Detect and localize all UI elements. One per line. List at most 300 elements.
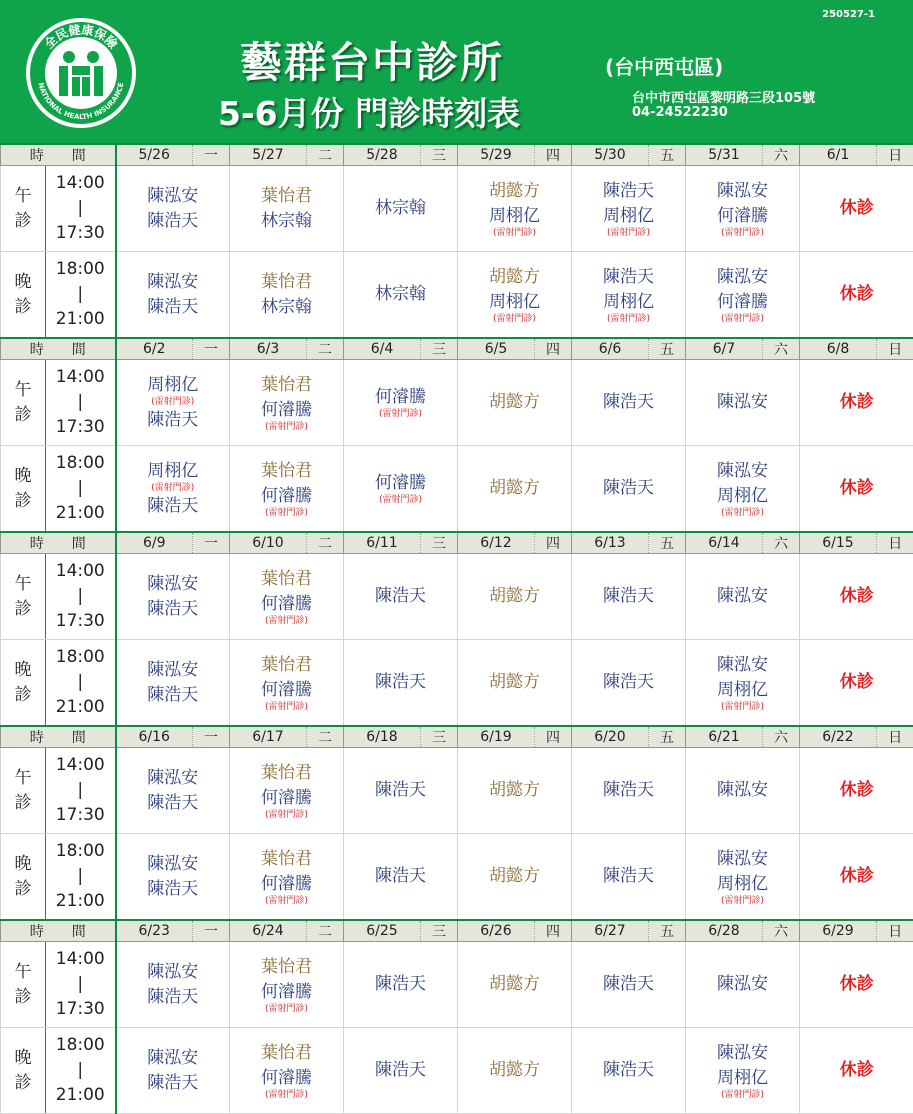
doctor-name: 陳浩天: [344, 584, 457, 609]
doctor-name: 周栩亿: [686, 484, 799, 509]
doctor-name: 胡懿方: [458, 864, 571, 889]
shift-label: 晚 診: [1, 446, 46, 533]
phone-number: 04-24522230: [632, 105, 728, 120]
weekday-cell: 一: [193, 920, 230, 942]
doctor-name: 陳泓安: [117, 766, 230, 791]
weekday-cell: 六: [763, 532, 800, 554]
schedule-cell: [686, 554, 800, 640]
date-cell: 6/14: [686, 532, 763, 554]
date-cell: 6/17: [230, 726, 307, 748]
doctor-name: 陳泓安: [686, 1041, 799, 1066]
weekday-cell: 日: [877, 144, 913, 166]
logo-ring-text-bottom: NATIONAL HEALTH INSURANCE: [37, 82, 126, 121]
schedule-cell: [686, 942, 800, 1028]
schedule-cell: [686, 834, 800, 921]
weekday-cell: 二: [307, 338, 344, 360]
doctor-name: 陳浩天: [117, 1071, 230, 1096]
schedule-cell: [344, 446, 458, 533]
week-header-row: [1, 726, 913, 748]
date-cell: 6/5: [458, 338, 535, 360]
weekday-cell: 六: [763, 920, 800, 942]
doctor-name: 何濬騰: [230, 1066, 343, 1091]
shift-label: 午 診: [1, 942, 46, 1028]
weekday-cell: 一: [193, 338, 230, 360]
schedule-cell: [572, 166, 686, 252]
doctor-name: 周栩亿: [686, 872, 799, 897]
schedule-cell: [344, 360, 458, 446]
laser-clinic-note: (雷射門診): [686, 314, 799, 325]
schedule-cell: [458, 252, 572, 339]
weekday-cell: 三: [421, 532, 458, 554]
date-cell: 6/25: [344, 920, 421, 942]
doctor-name: 胡懿方: [458, 584, 571, 609]
doctor-name: 周栩亿: [686, 1066, 799, 1091]
schedule-cell: [572, 942, 686, 1028]
doctor-name: 陳浩天: [344, 972, 457, 997]
doctor-name: 陳泓安: [686, 778, 799, 803]
laser-clinic-note: (雷射門診): [458, 314, 571, 325]
doctor-name: 胡懿方: [458, 390, 571, 415]
doctor-name: 葉怡君: [230, 459, 343, 484]
doctor-name: 陳泓安: [686, 459, 799, 484]
logo-ring-text: [26, 18, 136, 128]
time-header-cell: 時 間: [1, 338, 116, 360]
date-cell: 6/8: [800, 338, 877, 360]
header-banner: [0, 0, 913, 143]
doctor-name: 何濬騰: [230, 484, 343, 509]
date-cell: 6/9: [116, 532, 193, 554]
date-cell: 6/10: [230, 532, 307, 554]
weekday-cell: 四: [535, 532, 572, 554]
date-cell: 6/7: [686, 338, 763, 360]
schedule-cell: [800, 1028, 913, 1114]
shift-label: 午 診: [1, 166, 46, 252]
date-cell: 6/20: [572, 726, 649, 748]
afternoon-row: [1, 360, 913, 446]
schedule-cell: [230, 748, 344, 834]
date-cell: 5/27: [230, 144, 307, 166]
closed-label: 休診: [840, 866, 874, 886]
closed-label: 休診: [840, 198, 874, 218]
doctor-name: 陳泓安: [117, 852, 230, 877]
doctor-name: 陳浩天: [572, 265, 685, 290]
doctor-name: 周栩亿: [572, 204, 685, 229]
laser-clinic-note: (雷射門診): [230, 1004, 343, 1015]
date-cell: 5/30: [572, 144, 649, 166]
shift-label: 晚 診: [1, 834, 46, 921]
schedule-cell: [116, 252, 230, 339]
weekday-cell: 六: [763, 338, 800, 360]
closed-label: 休診: [840, 586, 874, 606]
schedule-cell: [344, 748, 458, 834]
doctor-name: 周栩亿: [458, 290, 571, 315]
doctor-name: 陳泓安: [117, 960, 230, 985]
laser-clinic-note: (雷射門診): [458, 228, 571, 239]
weekday-cell: 五: [649, 144, 686, 166]
svg-text:NATIONAL HEALTH INSURANCE: [37, 82, 126, 121]
schedule-cell: [572, 1028, 686, 1114]
shift-time: 18:00 | 21:00: [46, 446, 116, 533]
district-label: (台中西屯區): [605, 51, 723, 80]
weekday-cell: 六: [763, 144, 800, 166]
schedule-cell: [116, 640, 230, 727]
weekday-cell: 一: [193, 144, 230, 166]
doctor-name: 何濬騰: [344, 385, 457, 410]
date-cell: 6/23: [116, 920, 193, 942]
doctor-name: 陳泓安: [686, 653, 799, 678]
date-cell: 6/19: [458, 726, 535, 748]
schedule-cell: [344, 554, 458, 640]
laser-clinic-note: (雷射門診): [230, 810, 343, 821]
date-cell: 6/27: [572, 920, 649, 942]
weekday-cell: 日: [877, 532, 913, 554]
time-header-cell: 時 間: [1, 920, 116, 942]
weekday-cell: 日: [877, 338, 913, 360]
laser-clinic-note: (雷射門診): [686, 1090, 799, 1101]
doctor-name: 林宗翰: [230, 295, 343, 320]
weekday-cell: 四: [535, 338, 572, 360]
doctor-name: 陳浩天: [344, 778, 457, 803]
schedule-cell: [572, 446, 686, 533]
date-cell: 6/26: [458, 920, 535, 942]
doctor-name: 陳泓安: [686, 179, 799, 204]
weekday-cell: 二: [307, 920, 344, 942]
afternoon-row: [1, 748, 913, 834]
schedule-cell: [116, 446, 230, 533]
laser-clinic-note: (雷射門診): [230, 702, 343, 713]
date-cell: 6/18: [344, 726, 421, 748]
schedule-title: 5-6月份 門診時刻表: [218, 88, 520, 135]
evening-row: [1, 252, 913, 339]
schedule-cell: [686, 360, 800, 446]
doctor-name: 周栩亿: [572, 290, 685, 315]
weekday-cell: 五: [649, 726, 686, 748]
weekday-cell: 日: [877, 920, 913, 942]
doctor-name: 陳浩天: [572, 476, 685, 501]
time-header-cell: 時 間: [1, 144, 116, 166]
schedule-cell: [230, 554, 344, 640]
doctor-name: 陳浩天: [117, 494, 230, 519]
date-cell: 6/13: [572, 532, 649, 554]
schedule-cell: [458, 1028, 572, 1114]
weekday-cell: 五: [649, 920, 686, 942]
doctor-name: 周栩亿: [458, 204, 571, 229]
doctor-name: 胡懿方: [458, 1058, 571, 1083]
date-cell: 6/6: [572, 338, 649, 360]
doctor-name: 葉怡君: [230, 955, 343, 980]
schedule-cell: [800, 252, 913, 339]
schedule-cell: [344, 252, 458, 339]
date-cell: 6/29: [800, 920, 877, 942]
schedule-cell: [458, 748, 572, 834]
weekday-cell: 二: [307, 144, 344, 166]
evening-row: [1, 640, 913, 727]
schedule-cell: [230, 360, 344, 446]
schedule-cell: [116, 748, 230, 834]
shift-label: 午 診: [1, 554, 46, 640]
doctor-name: 陳浩天: [117, 985, 230, 1010]
date-cell: 5/31: [686, 144, 763, 166]
nhi-logo-icon: [26, 18, 136, 128]
shift-time: 14:00 | 17:30: [46, 166, 116, 252]
address: 台中市西屯區黎明路三段105號: [632, 87, 815, 106]
schedule-cell: [458, 640, 572, 727]
schedule-cell: [686, 748, 800, 834]
schedule-cell: [572, 360, 686, 446]
weekday-cell: 五: [649, 532, 686, 554]
schedule-cell: [800, 748, 913, 834]
schedule-cell: [686, 1028, 800, 1114]
schedule-cell: [344, 166, 458, 252]
laser-clinic-note: (雷射門診): [230, 508, 343, 519]
schedule-cell: [230, 446, 344, 533]
closed-label: 休診: [840, 284, 874, 304]
weekday-cell: 六: [763, 726, 800, 748]
date-cell: 6/16: [116, 726, 193, 748]
date-cell: 6/4: [344, 338, 421, 360]
doctor-name: 陳浩天: [572, 778, 685, 803]
doctor-name: 何濬騰: [686, 204, 799, 229]
closed-label: 休診: [840, 780, 874, 800]
laser-clinic-note: (雷射門診): [230, 896, 343, 907]
schedule-cell: [458, 942, 572, 1028]
doctor-name: 陳浩天: [117, 877, 230, 902]
evening-row: [1, 834, 913, 921]
schedule-cell: [230, 834, 344, 921]
laser-clinic-note: (雷射門診): [117, 483, 230, 494]
schedule-cell: [116, 942, 230, 1028]
week-header-row: [1, 144, 913, 166]
doctor-name: 周栩亿: [117, 373, 230, 398]
date-cell: 6/2: [116, 338, 193, 360]
schedule-cell: [686, 166, 800, 252]
evening-row: [1, 446, 913, 533]
doctor-name: 陳浩天: [572, 179, 685, 204]
shift-time: 18:00 | 21:00: [46, 834, 116, 921]
schedule-cell: [344, 1028, 458, 1114]
doctor-name: 葉怡君: [230, 653, 343, 678]
laser-clinic-note: (雷射門診): [686, 896, 799, 907]
doctor-name: 陳泓安: [117, 184, 230, 209]
schedule-cell: [116, 360, 230, 446]
closed-label: 休診: [840, 672, 874, 692]
laser-clinic-note: (雷射門診): [230, 422, 343, 433]
shift-time: 14:00 | 17:30: [46, 360, 116, 446]
schedule-cell: [458, 166, 572, 252]
schedule-cell: [116, 1028, 230, 1114]
schedule-cell: [344, 834, 458, 921]
doctor-name: 葉怡君: [230, 567, 343, 592]
laser-clinic-note: (雷射門診): [686, 508, 799, 519]
shift-time: 18:00 | 21:00: [46, 1028, 116, 1114]
weekday-cell: 二: [307, 532, 344, 554]
doctor-name: 陳泓安: [117, 572, 230, 597]
doctor-name: 何濬騰: [230, 786, 343, 811]
doctor-name: 陳浩天: [572, 390, 685, 415]
doctor-name: 葉怡君: [230, 847, 343, 872]
doctor-name: 陳浩天: [572, 1058, 685, 1083]
doctor-name: 陳浩天: [117, 683, 230, 708]
doctor-name: 葉怡君: [230, 184, 343, 209]
date-cell: 5/26: [116, 144, 193, 166]
schedule-cell: [800, 640, 913, 727]
schedule-cell: [572, 834, 686, 921]
week-header-row: [1, 532, 913, 554]
weekday-cell: 五: [649, 338, 686, 360]
doctor-name: 陳浩天: [117, 791, 230, 816]
laser-clinic-note: (雷射門診): [344, 409, 457, 420]
schedule-cell: [800, 360, 913, 446]
schedule-cell: [800, 834, 913, 921]
document-code: 250527-1: [822, 9, 875, 20]
schedule-cell: [800, 942, 913, 1028]
date-cell: 5/29: [458, 144, 535, 166]
doctor-name: 何濬騰: [230, 980, 343, 1005]
svg-text:全民健康保險: [41, 22, 121, 52]
laser-clinic-note: (雷射門診): [686, 702, 799, 713]
doctor-name: 胡懿方: [458, 972, 571, 997]
laser-clinic-note: (雷射門診): [230, 616, 343, 627]
shift-time: 14:00 | 17:30: [46, 554, 116, 640]
schedule-body: [1, 144, 913, 1114]
doctor-name: 胡懿方: [458, 778, 571, 803]
doctor-name: 陳浩天: [117, 209, 230, 234]
doctor-name: 林宗翰: [344, 282, 457, 307]
doctor-name: 周栩亿: [686, 678, 799, 703]
shift-time: 14:00 | 17:30: [46, 942, 116, 1028]
schedule-cell: [230, 252, 344, 339]
week-header-row: [1, 920, 913, 942]
shift-time: 14:00 | 17:30: [46, 748, 116, 834]
week-header-row: [1, 338, 913, 360]
weekday-cell: 一: [193, 532, 230, 554]
date-cell: 6/3: [230, 338, 307, 360]
date-cell: 6/28: [686, 920, 763, 942]
laser-clinic-note: (雷射門診): [572, 228, 685, 239]
doctor-name: 何濬騰: [230, 592, 343, 617]
laser-clinic-note: (雷射門診): [230, 1090, 343, 1101]
doctor-name: 陳浩天: [344, 864, 457, 889]
schedule-cell: [458, 360, 572, 446]
shift-label: 午 診: [1, 360, 46, 446]
schedule-cell: [116, 166, 230, 252]
logo-ring-text-top: 全民健康保險: [41, 22, 121, 52]
weekday-cell: 三: [421, 144, 458, 166]
doctor-name: 葉怡君: [230, 373, 343, 398]
closed-label: 休診: [840, 1060, 874, 1080]
doctor-name: 陳泓安: [686, 390, 799, 415]
schedule-cell: [230, 942, 344, 1028]
schedule-cell: [800, 166, 913, 252]
schedule-cell: [230, 640, 344, 727]
doctor-name: 陳泓安: [117, 658, 230, 683]
laser-clinic-note: (雷射門診): [572, 314, 685, 325]
shift-label: 午 診: [1, 748, 46, 834]
date-cell: 6/21: [686, 726, 763, 748]
weekday-cell: 一: [193, 726, 230, 748]
doctor-name: 陳浩天: [572, 670, 685, 695]
doctor-name: 周栩亿: [117, 459, 230, 484]
evening-row: [1, 1028, 913, 1114]
weekday-cell: 三: [421, 726, 458, 748]
weekday-cell: 二: [307, 726, 344, 748]
doctor-name: 陳浩天: [572, 972, 685, 997]
doctor-name: 何濬騰: [344, 471, 457, 496]
schedule-table: [0, 143, 913, 1114]
doctor-name: 陳泓安: [686, 972, 799, 997]
doctor-name: 陳泓安: [117, 270, 230, 295]
afternoon-row: [1, 942, 913, 1028]
doctor-name: 陳浩天: [572, 584, 685, 609]
weekday-cell: 三: [421, 920, 458, 942]
date-cell: 6/22: [800, 726, 877, 748]
weekday-cell: 四: [535, 144, 572, 166]
doctor-name: 葉怡君: [230, 270, 343, 295]
schedule-cell: [800, 554, 913, 640]
schedule-cell: [230, 1028, 344, 1114]
doctor-name: 陳浩天: [117, 408, 230, 433]
shift-label: 晚 診: [1, 1028, 46, 1114]
date-cell: 6/12: [458, 532, 535, 554]
closed-label: 休診: [840, 478, 874, 498]
doctor-name: 陳浩天: [117, 597, 230, 622]
shift-label: 晚 診: [1, 252, 46, 339]
weekday-cell: 日: [877, 726, 913, 748]
schedule-cell: [458, 446, 572, 533]
doctor-name: 陳泓安: [686, 584, 799, 609]
shift-time: 18:00 | 21:00: [46, 640, 116, 727]
schedule-cell: [572, 252, 686, 339]
schedule-cell: [344, 640, 458, 727]
doctor-name: 林宗翰: [230, 209, 343, 234]
time-header-cell: 時 間: [1, 726, 116, 748]
doctor-name: 陳浩天: [344, 1058, 457, 1083]
doctor-name: 何濬騰: [230, 872, 343, 897]
schedule-table-container: [0, 143, 913, 1114]
closed-label: 休診: [840, 392, 874, 412]
shift-label: 晚 診: [1, 640, 46, 727]
weekday-cell: 三: [421, 338, 458, 360]
date-cell: 6/15: [800, 532, 877, 554]
schedule-cell: [230, 166, 344, 252]
schedule-cell: [572, 748, 686, 834]
weekday-cell: 四: [535, 920, 572, 942]
time-header-cell: 時 間: [1, 532, 116, 554]
date-cell: 6/24: [230, 920, 307, 942]
doctor-name: 陳浩天: [572, 864, 685, 889]
doctor-name: 何濬騰: [230, 678, 343, 703]
laser-clinic-note: (雷射門診): [686, 228, 799, 239]
schedule-cell: [458, 834, 572, 921]
date-cell: 6/11: [344, 532, 421, 554]
schedule-cell: [572, 554, 686, 640]
doctor-name: 胡懿方: [458, 179, 571, 204]
schedule-cell: [686, 446, 800, 533]
doctor-name: 何濬騰: [230, 398, 343, 423]
doctor-name: 胡懿方: [458, 476, 571, 501]
weekday-cell: 四: [535, 726, 572, 748]
schedule-cell: [800, 446, 913, 533]
doctor-name: 胡懿方: [458, 670, 571, 695]
doctor-name: 葉怡君: [230, 761, 343, 786]
laser-clinic-note: (雷射門診): [117, 397, 230, 408]
schedule-cell: [116, 554, 230, 640]
date-cell: 6/1: [800, 144, 877, 166]
schedule-cell: [344, 942, 458, 1028]
afternoon-row: [1, 554, 913, 640]
doctor-name: 陳浩天: [117, 295, 230, 320]
doctor-name: 何濬騰: [686, 290, 799, 315]
